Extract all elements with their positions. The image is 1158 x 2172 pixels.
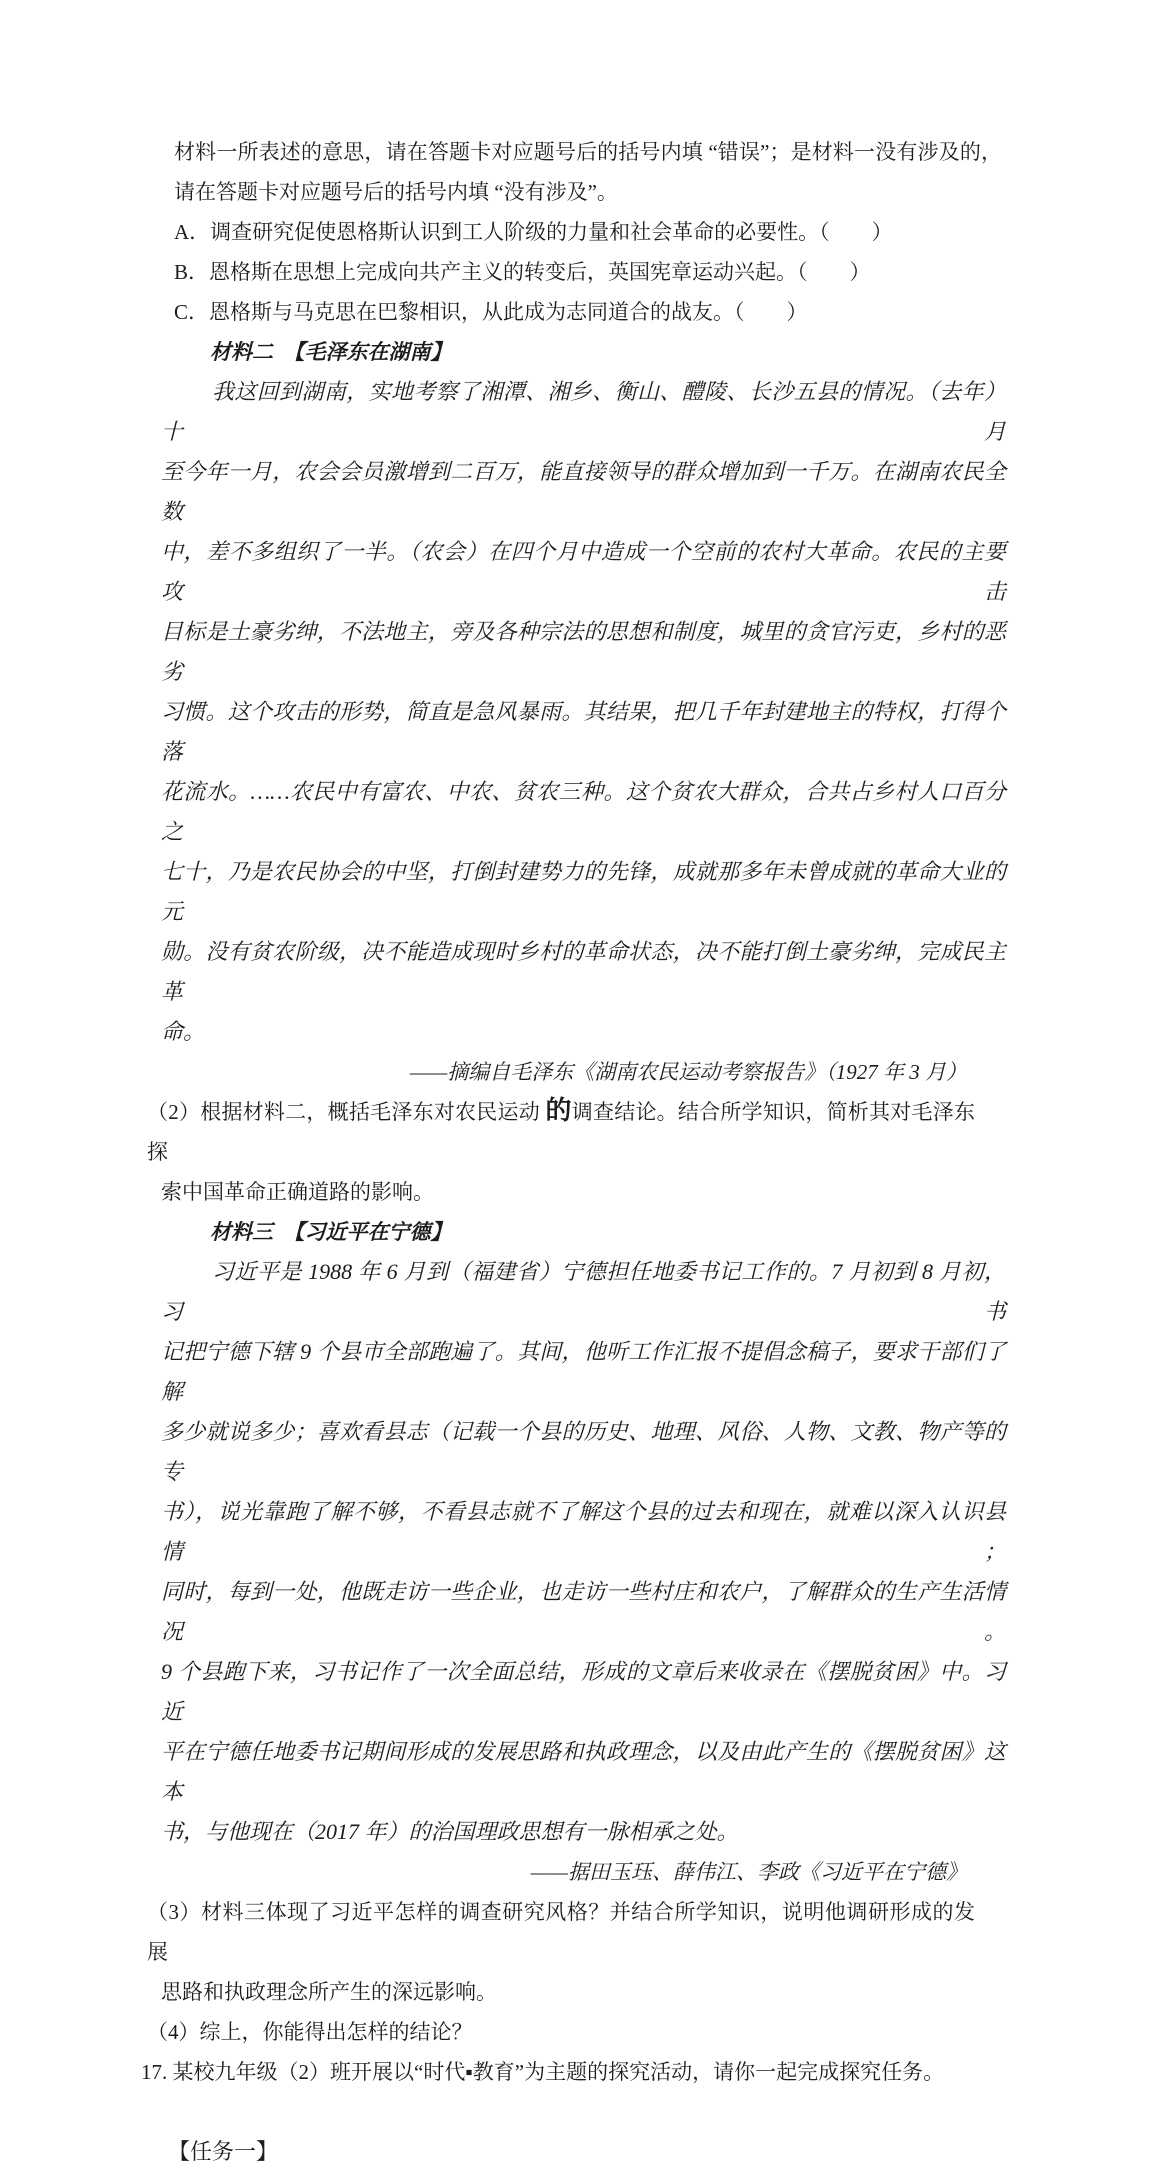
material3-line: 书），说光靠跑了解不够，不看县志就不了解这个县的过去和现在，就难以深入认识县情；: [161, 1499, 1006, 1564]
task1-heading: 【任务一】: [168, 2139, 279, 2164]
material2-line: 至今年一月，农会会员激增到二百万，能直接领导的群众增加到一千万。在湖南农民全数: [161, 459, 1006, 524]
material3-line: 同时，每到一处，他既走访一些企业，也走访一些村庄和农户，了解群众的生产生活情况。: [161, 1579, 1006, 1644]
question2-emphasis-de: 的: [545, 1096, 572, 1125]
material2-line: 花流水。……农民中有富农、中农、贫农三种。这个贫农大群众，合共占乡村人口百分之: [161, 779, 1006, 844]
question2-line-1: [147, 1092, 975, 1172]
material2-line: 命。: [161, 1019, 206, 1044]
option-a: A．调查研究促使恩格斯认识到工人阶级的力量和社会革命的必要性。（ ）: [174, 220, 893, 244]
material2-attribution: ——摘编自毛泽东《湖南农民运动考察报告》（1927 年 3 月）: [409, 1060, 967, 1084]
option-c: C．恩格斯与马克思在巴黎相识，从此成为志同道合的战友。（ ）: [174, 300, 808, 324]
material3-line: 平在宁德任地委书记期间形成的发展思路和执政理念，以及由此产生的《摆脱贫困》这本: [161, 1739, 1006, 1804]
option-b: B．恩格斯在思想上完成向共产主义的转变后，英国宪章运动兴起。（ ）: [174, 260, 871, 284]
material2-line: 中，差不多组织了一半。（农会）在四个月中造成一个空前的农村大革命。农民的主要攻击: [161, 539, 1006, 604]
intro-line-1: 材料一所表述的意思，请在答题卡对应题号后的括号内填 “错误”；是材料一没有涉及的，: [174, 140, 1002, 164]
material3-line: 书，与他现在（2017 年）的治国理政思想有一脉相承之处。: [161, 1819, 739, 1844]
material2-line: 习惯。这个攻击的形势，简直是急风暴雨。其结果，把几千年封建地主的特权，打得个落: [161, 699, 1006, 764]
material3-attribution: ——据田玉珏、薛伟江、李政《习近平在宁德》: [530, 1860, 967, 1884]
question2-line-2: 索中国革命正确道路的影响。: [161, 1180, 434, 1204]
material3-header: 材料三 【习近平在宁德】: [210, 1220, 452, 1244]
material2-line: 目标是土豪劣绅，不法地主，旁及各种宗法的思想和制度，城里的贪官污吏，乡村的恶劣: [161, 619, 1006, 684]
material2-line: 七十，乃是农民协会的中坚，打倒封建势力的先锋，成就那多年未曾成就的革命大业的元: [161, 859, 1006, 924]
material2-line: 勋。没有贫农阶级，决不能造成现时乡村的革命状态，决不能打倒土豪劣绅，完成民主革: [161, 939, 1006, 1004]
question2-post: 调查结论。结合所学知识，简析其对毛泽东探: [147, 1100, 975, 1164]
question4: （4）综上，你能得出怎样的结论？: [147, 2020, 473, 2044]
material3-line: 记把宁德下辖 9 个县市全部跑遍了。其间，他听工作汇报不提倡念稿子，要求干部们了解: [161, 1339, 1006, 1404]
question3-line-2: 思路和执政理念所产生的深远影响。: [161, 1980, 497, 2004]
intro-line-2: 请在答题卡对应题号后的括号内填 “没有涉及”。: [174, 180, 618, 204]
material2-line: 我这回到湖南，实地考察了湘潭、湘乡、衡山、醴陵、长沙五县的情况。（去年）十月: [161, 379, 1006, 444]
question2-pre: （2）根据材料二，概括毛泽东对农民运动: [147, 1100, 546, 1124]
material3-line: 习近平是 1988 年 6 月到（福建省）宁德担任地委书记工作的。7 月初到 8 月初，习书: [161, 1259, 1006, 1324]
material3-line: 多少就说多少；喜欢看县志（记载一个县的历史、地理、风俗、人物、文教、物产等的专: [161, 1419, 1006, 1484]
material2-header: 材料二 【毛泽东在湖南】: [210, 340, 452, 364]
question17: 17. 某校九年级（2）班开展以“时代▪教育”为主题的探究活动，请你一起完成探究任务。: [141, 2060, 945, 2084]
material3-line: 9 个县跑下来，习书记作了一次全面总结，形成的文章后来收录在《摆脱贫困》中。习近: [161, 1659, 1006, 1724]
question3-line-1: （3）材料三体现了习近平怎样的调查研究风格？并结合所学知识，说明他调研形成的发展: [147, 1900, 975, 1964]
